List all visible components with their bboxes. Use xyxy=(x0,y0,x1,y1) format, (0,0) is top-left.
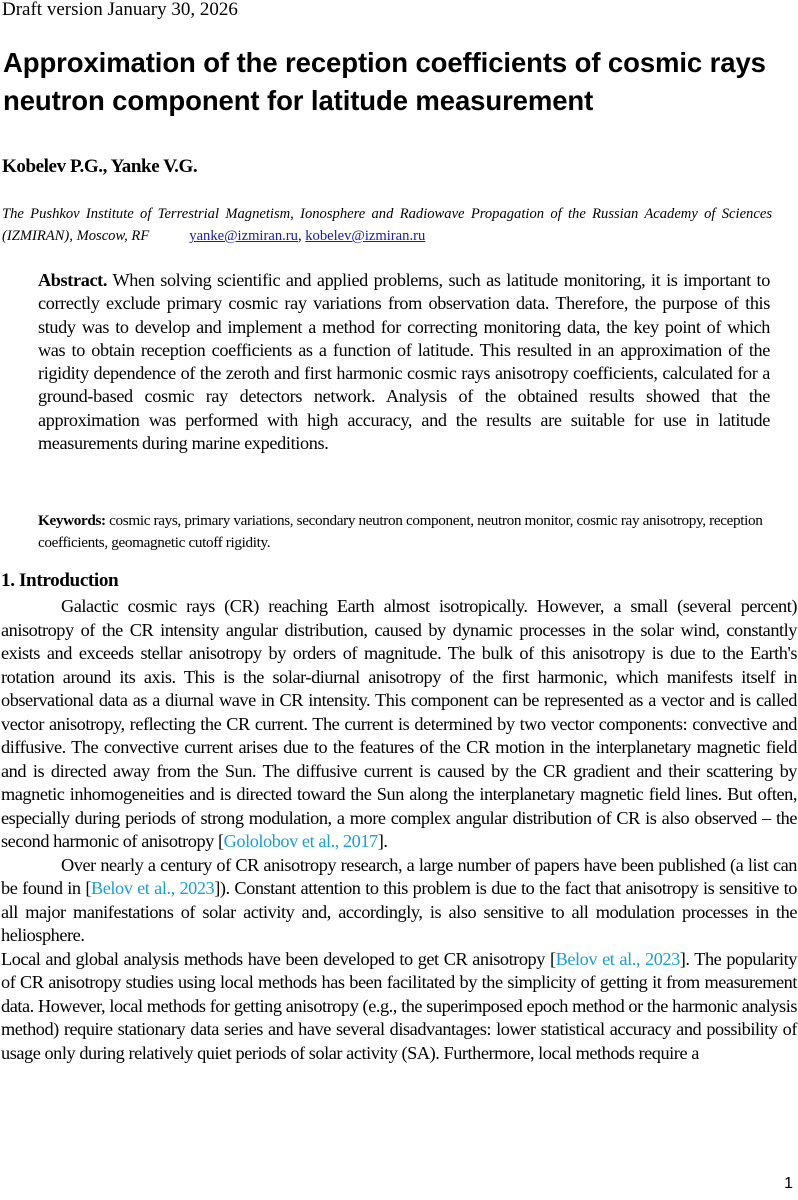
introduction-body xyxy=(1,595,797,1065)
citation-link[interactable]: Belov et al., 2023 xyxy=(90,878,215,898)
page-number: 1 xyxy=(784,1175,793,1192)
paragraph xyxy=(1,595,797,854)
keywords-text: cosmic rays, primary variations, secondary neutron component, neutron monitor, cosmic ray anisotropy, reception coefficients, geomagnetic cutoff rigidity. xyxy=(38,512,763,551)
paragraph-text: ]. The popularity of CR anisotropy studies using local methods has been facilitated by the simplicity of getting it from measurement data. However, local methods for getting anisotropy (e.g., the superimposed epoch method or the harmonic analysis method) require stationary data series and have several disadvantages: lower statistical accuracy and possibility of usage only during relatively quiet periods of solar activity (SA). Furthermore, local methods require a xyxy=(1,948,797,1063)
abstract-label: Abstract. xyxy=(38,270,108,290)
draft-version-label: Draft version January 30, 2026 xyxy=(2,0,238,20)
email-link-yanke[interactable]: yanke@izmiran.ru xyxy=(189,228,298,244)
affiliation xyxy=(2,203,772,247)
abstract-text: When solving scientific and applied problems, such as latitude monitoring, it is important to correctly exclude primary cosmic ray variations from observation data. Therefore, the purpose of this study was to develop and implement a method for correcting monitoring data, the key point of which was to obtain reception coefficients as a function of latitude. This resulted in an approximation of the rigidity dependence of the zeroth and first harmonic cosmic rays anisotropy coefficients, calculated for a ground-based cosmic ray detectors network. Analysis of the obtained results showed that the approximation was performed with high accuracy, and the results are suitable for use in latitude measurements during marine expeditions. xyxy=(38,270,770,454)
affiliation-text: The Pushkov Institute of Terrestrial Magnetism, Ionosphere and Radiowave Propagation of the Russian Academy of Sciences (IZMIRAN), Moscow, RF xyxy=(2,206,772,244)
paragraph xyxy=(1,854,797,948)
citation-link[interactable]: Belov et al., 2023 xyxy=(555,948,680,969)
paragraph-text: Galactic cosmic rays (CR) reaching Earth almost isotropically. However, a small (several percent) anisotropy of the CR intensity angular distribution, caused by dynamic processes in the solar wind, constantly exists and exceeds stellar anisotropy by orders of magnitude. The bulk of this anisotropy is due to the Earth's rotation around its axis. This is the solar-diurnal anisotropy of the first harmonic, which manifests itself in observational data as a diurnal wave in CR intensity. This component can be represented as a vector and is called vector anisotropy, reflecting the CR current. The current is determined by two vector components: convective and diffusive. The convective current arises due to the features of the CR motion in the interplanetary magnetic field and is directed away from the Sun. The diffusive current is caused by the CR gradient and their scattering by magnetic inhomogeneities and is directed toward the Sun along the interplanetary magnetic field lines. But often, especially during periods of strong modulation, a more complex angular distribution of CR is also observed – the second harmonic of anisotropy [ xyxy=(1,596,797,851)
author-list: Kobelev P.G., Yanke V.G. xyxy=(2,156,198,177)
keywords-label: Keywords: xyxy=(38,512,106,529)
paragraph xyxy=(1,948,797,1066)
paragraph-text: Over nearly a century of CR anisotropy research, a large number of papers have been published (a list can be found in [ xyxy=(1,854,797,898)
section-heading-introduction: 1. Introduction xyxy=(1,570,119,591)
email-separator: , xyxy=(297,228,306,244)
paper-title: Approximation of the reception coefficients of cosmic rays neutron component for latitude measurement xyxy=(3,47,766,116)
abstract xyxy=(38,269,770,455)
citation-link[interactable]: Gololobov et al., 2017 xyxy=(223,831,378,851)
paragraph-text: Local and global analysis methods have been developed to get CR anisotropy [ xyxy=(1,948,556,969)
paragraph-text: ]). Constant attention to this problem is due to the fact that anisotropy is sensitive to all major manifestations of solar activity and, accordingly, is also sensitive to all modulation processes in the heliosphere. xyxy=(1,878,797,945)
email-link-kobelev[interactable]: kobelev@izmiran.ru xyxy=(305,228,426,244)
keywords xyxy=(38,510,770,554)
paragraph-text: ]. xyxy=(377,831,388,851)
